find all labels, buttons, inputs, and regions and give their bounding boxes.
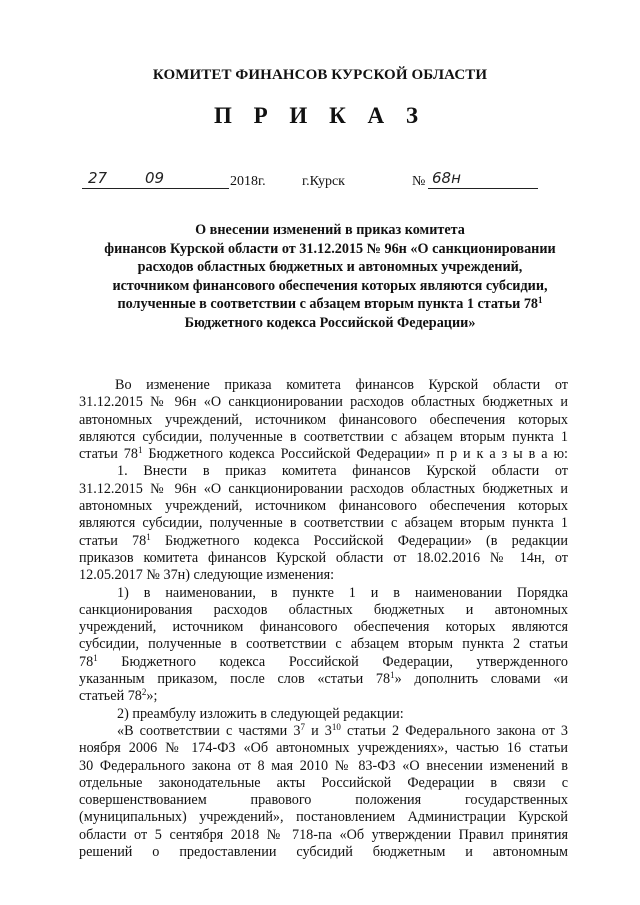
body-line: статьей $78^2$»;: [79, 687, 158, 705]
superscript: 1: [390, 670, 395, 681]
body-line: 12.05.2017 № 37н) следующие изменения:: [79, 567, 335, 584]
body-line: Во изменение приказа комитета финансов Курской области от: [115, 377, 568, 393]
body-line: статьи $78^1$ Бюджетного кодекса Российской Федерации» п р и к а з ы в а ю:: [79, 445, 568, 463]
body-line: «В соответствии с частями $3^7$ и $3^{10}$ статьи 2 Федерального закона от 3: [117, 721, 568, 739]
committee-header: КОМИТЕТ ФИНАНСОВ КУРСКОЙ ОБЛАСТИ: [152, 67, 488, 83]
superscript: 1: [146, 531, 151, 542]
body-line: ноября 2006 № 174-ФЗ «Об автономных учреждениях», частью 16 статьи: [79, 740, 568, 757]
body-line: 31.12.2015 № 96н «О санкционировании расходов областных бюджетных и: [79, 480, 568, 497]
subject-line: Бюджетного кодекса Российской Федерации»: [184, 314, 476, 331]
subject-line: финансов Курской области от 31.12.2015 № 96н «О санкционировании: [104, 240, 556, 257]
superscript: 2: [141, 687, 147, 698]
body-line: 1) в наименовании, в пункте 1 и в наименовании Порядка: [117, 584, 568, 601]
body-line: субсидии, полученные в соответствии с абзацем вторым пункта 2 статьи: [79, 636, 568, 653]
body-line: $78^1$ Бюджетного кодекса Российской Федерации, утвержденного: [79, 652, 568, 670]
body-line: области от 5 сентября 2018 № 718-па «Об утверждении Правил принятия: [79, 826, 568, 843]
body-line: указанным приказом, после слов «статьи $78^1$» дополнить словами «и: [79, 670, 568, 688]
body-line: совершенствованием правового положения государственных: [79, 792, 568, 809]
body-line: являются субсидии, полученные в соответствии с абзацем вторым пункта 1: [79, 515, 568, 532]
handwritten-order-number: 68н: [432, 169, 461, 187]
number-underline: [428, 188, 538, 189]
date-year: 2018г.: [230, 174, 266, 189]
body-line: являются субсидии, полученные в соответствии с абзацем вторым пункта 1: [79, 428, 568, 445]
order-subject: [60, 221, 600, 332]
superscript: 1: [137, 445, 143, 456]
body-line: решений о предоставлении субсидий бюджетным и автономным: [79, 844, 568, 861]
date-line: [0, 169, 640, 196]
superscript: 7: [300, 721, 305, 732]
body-line: (муниципальных) учреждений», постановлением Администрации Курской: [79, 809, 568, 826]
subject-line: расходов областных бюджетных и автономных учреждений,: [137, 259, 523, 275]
body-line: отдельные законодательные акты Российской Федерации в связи с: [79, 774, 568, 791]
handwritten-day: 27: [88, 169, 108, 187]
date-underline: [82, 188, 229, 189]
order-body: [79, 377, 568, 861]
body-line: санкционирования расходов областных бюджетных и автономных: [79, 601, 568, 618]
handwritten-month: 09: [145, 169, 165, 187]
superscript: 10: [331, 721, 341, 732]
superscript: 1: [93, 652, 98, 663]
body-line: 30 Федерального закона от 8 мая 2010 № 83-ФЗ «О внесении изменений в: [79, 757, 568, 774]
body-line: автономных учреждений, источником финансового обеспечения которых: [79, 411, 568, 428]
body-line: приказов комитета финансов Курской области от 18.02.2016 № 14н, от: [79, 549, 568, 566]
subject-line: полученные в соответствии с абзацем вторым пункта 1 статьи $78^1$: [117, 295, 543, 312]
body-line: 2) преамбулу изложить в следующей редакции:: [117, 705, 404, 722]
body-line: 31.12.2015 № 96н «О санкционировании расходов областных бюджетных и: [79, 394, 568, 411]
body-line: автономных учреждений, источником финансового обеспечения которых: [79, 498, 568, 515]
body-line: 1. Внести в приказ комитета финансов Курской области от: [117, 463, 568, 480]
subject-line: источником финансового обеспечения которых являются субсидии,: [112, 277, 548, 294]
body-line: учреждений, источником финансового обеспечения которых являются: [79, 619, 568, 636]
city: г.Курск: [302, 174, 345, 189]
subject-line: О внесении изменений в приказ комитета: [195, 222, 465, 238]
superscript: 1: [538, 295, 543, 305]
number-sign: №: [412, 174, 426, 189]
order-title: П Р И К А З: [213, 103, 426, 128]
body-line: статьи $78^1$ Бюджетного кодекса Российской Федерации» (в редакции: [79, 531, 568, 549]
